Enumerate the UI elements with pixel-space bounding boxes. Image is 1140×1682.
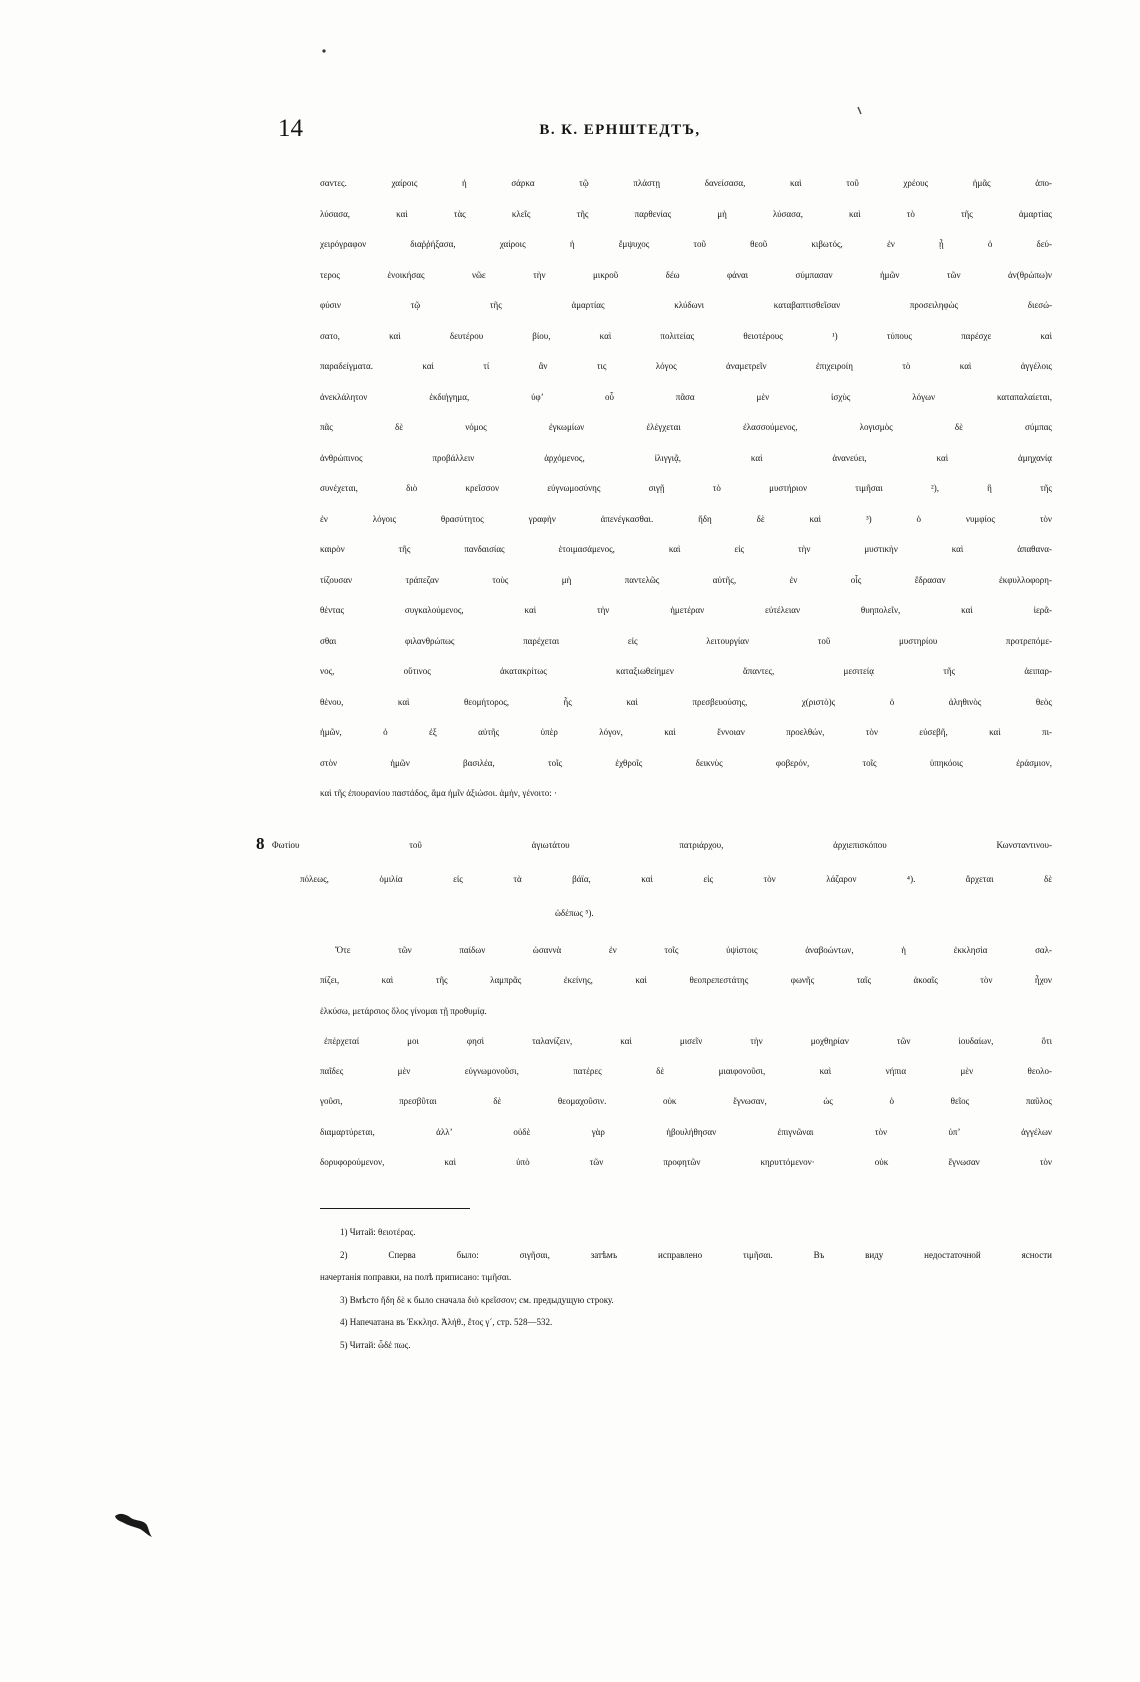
homily-heading xyxy=(272,828,1052,930)
footnote-divider xyxy=(320,1208,470,1209)
body-text-line: καὶ τῆς ἐπουρανίου παστάδος, ἅμα ἡμῖν ἀξιώσοι. ἀμὴν, γένοιτο: · xyxy=(320,788,557,798)
body-text-line: νος, οὕτινος ἀκατακρίτως καταξιωθείημεν ἅπαντες, μεσιτείᾳ τῆς ἀειπαρ- xyxy=(320,666,1052,676)
body-text-line: Ὅτε τῶν παίδων ὡσαννὰ ἐν τοῖς ὑψίστοις ἀναβοώντων, ἡ ἐκκλησία σαλ- xyxy=(335,945,1052,955)
footnote-line: 4) Напечатана въ Ἐκκλησ. Ἀλήθ., ἔτος γ´, стр. 528—532. xyxy=(340,1317,553,1328)
body-text-line: ἀνθρώπινος προβάλλειν ἀρχόμενος, ἰλιγγιᾷ, καὶ ἀνανεύει, καὶ ἀμηχανίᾳ xyxy=(320,452,1052,463)
body-text-line: σθαι φιλανθρώπως παρέχεται εἰς λειτουργίαν τοῦ μυστηρίου προτρεπόμε- xyxy=(320,635,1052,646)
body-text-line: χειρόγραφον διαῤῥήξασα, χαίροις ἡ ἔμψυχος τοῦ θεοῦ κιβωτός, ἐν ᾗ ὁ δεύ- xyxy=(320,239,1052,249)
page-number: 14 xyxy=(278,115,303,142)
body-text-line: θένου, καὶ θεομήτορος, ἧς καὶ πρεσβευούσης, χ(ριστὸ)ς ὁ ἀληθινὸς θεὸς xyxy=(320,696,1052,707)
body-text-line: λύσασα, καὶ τὰς κλεῖς τῆς παρθενίας μὴ λύσασα, καὶ τὸ τῆς ἁμαρτίας xyxy=(320,208,1052,219)
body-section-1 xyxy=(320,168,1052,809)
body-text-line: ἡμῶν, ὁ ἐξ αὐτῆς ὑπὲρ λόγον, καὶ ἔννοιαν προελθών, τὸν εὐσεβῆ, καὶ πι- xyxy=(320,727,1052,737)
body-text-line: τερος ἐνοικήσας νῶε τὴν μικροῦ δέω φάναι σύμπασαν ἡμῶν τῶν ἀν(θρώπω)ν xyxy=(320,269,1052,280)
body-text-line: σαντες. χαίροις ἡ σάρκα τῷ πλάστῃ δανείσασα, καὶ τοῦ χρέους ἡμᾶς ἀπο- xyxy=(320,178,1052,188)
body-text-line: πίζει, καὶ τῆς λαμπρᾶς ἐκείνης, καὶ θεοπρεπεστάτης φωνῆς ταῖς ἀκοαῖς τὸν ἦχον xyxy=(320,975,1052,986)
running-title: В. К. ЕРНШТЕДТЪ, xyxy=(539,122,701,138)
body-text-line: συνέχεται, διὸ κρεῖσσον εὐγνωμοσύνης σιγῇ τὸ μυστήριον τιμῆσαι ²), ἢ τῆς xyxy=(320,483,1052,493)
body-text-line: ἐν λόγοις θρασύτητος γραφὴν ἀπενέγκασθαι. ἤδη δὲ καὶ ³) ὁ νυμφίος τὸν xyxy=(320,513,1052,524)
body-text-line: στὸν ἡμῶν βασιλέα, τοῖς ἐχθροῖς δεικνὺς φοβερόν, τοῖς ὑπηκόοις ἐράσμιον, xyxy=(320,757,1052,768)
body-text-line: καιρὸν τῆς πανδαισίας ἑτοιμασάμενος, καὶ εἰς τὴν μυστικὴν καὶ ἀπαθανα- xyxy=(320,544,1052,554)
body-text-line: ἀνεκλάλητον ἐκδιήγημα, ὑφ’ οὗ πᾶσα μὲν ἰσχὺς λόγων καταπαλαίεται, xyxy=(320,391,1052,402)
body-text-line: ἑλκύσω, μετάρσιος ὅλος γίνομαι τῇ προθυμίᾳ. xyxy=(320,1005,487,1016)
body-text-line: δορυφορούμενον, καὶ ὑπὸ τῶν προφητῶν κηρυττόμενον· οὐκ ἔγνωσαν τὸν xyxy=(320,1157,1052,1168)
footnote-line: начертанія поправки, на полѣ приписано: τιμῆσαι. xyxy=(320,1272,512,1283)
body-text-line: γοῦσι, πρεσβῦται δὲ θεομαχοῦσιν. οὐκ ἔγνωσαν, ὡς ὁ θεῖος παῦλος xyxy=(320,1096,1052,1107)
body-text-line: διαμαρτύρεται, ἀλλ’ οὐδὲ γὰρ ἠβουλήθησαν ἐπιγνῶναι τὸν ὑπ’ ἀγγέλων xyxy=(320,1126,1052,1137)
footnote-line: 1) Читай: θειοτέρας. xyxy=(340,1227,416,1237)
footnotes xyxy=(320,1221,1052,1357)
ink-blot xyxy=(112,1506,156,1540)
heading-line: πόλεως, ὁμιλία εἰς τὰ βάϊα, καὶ εἰς τὸν λάζαρον ⁴). ἄρχεται δὲ xyxy=(300,874,1052,884)
footnote-line: 2) Сперва было: σιγῆσαι, затѣмъ исправлено τιμῆσαι. Въ виду недостаточной ясности xyxy=(340,1249,1052,1260)
footnote-line: 3) Вмѣсто ἤδη δὲ κ было сначала διὸ κρεῖσσον; см. предыдущую строку. xyxy=(340,1294,614,1305)
body-text-line: ἐπέρχεταί μοι φησὶ ταλανίζειν, καὶ μισεῖν τὴν μοχθηρίαν τῶν ἰουδαίων, ὅτι xyxy=(324,1035,1052,1046)
body-text-line: θέντας συγκαλούμενος, καὶ τὴν ἡμετέραν εὐτέλειαν θυηπολεῖν, καὶ ἱερᾶ- xyxy=(320,605,1052,615)
homily-number: 8 xyxy=(256,834,265,853)
scan-speck xyxy=(856,106,864,116)
body-text-line: τίζουσαν τράπεζαν τοὺς μὴ παντελῶς αὐτῆς, ἐν οἷς ἕδρασαν ἐκφυλλοφορη- xyxy=(320,574,1052,585)
footnote-line: 5) Читай: ὧδέ πως. xyxy=(340,1339,411,1350)
body-text-line: πᾶς δὲ νόμος ἐγκωμίων ἐλέγχεται ἐλασσούμενος, λογισμὸς δὲ σύμπας xyxy=(320,422,1052,432)
body-text-line: σατο, καὶ δευτέρου βίου, καὶ πολιτείας θειοτέρους ¹) τύπους παρέσχε καὶ xyxy=(320,330,1052,341)
body-section-2 xyxy=(320,935,1052,1177)
heading-line: Φωτίου τοῦ ἁγιωτάτου πατριάρχου, ἀρχιεπισκόπου Κωνσταντινου- xyxy=(272,840,1052,850)
body-text-line: παῖδες μὲν εὐγνωμονοῦσι, πατέρες δὲ μιαιφονοῦσι, καὶ νήπια μὲν θεολο- xyxy=(320,1066,1052,1077)
body-text-line: φύσιν τῷ τῆς ἁμαρτίας κλύδωνι καταβαπτισθεῖσαν προσειληφὼς διεσώ- xyxy=(320,300,1052,310)
body-text-line: παραδείγματα. καὶ τί ἂν τις λόγος ἀναμετρεῖν ἐπιχειροίη τὸ καὶ ἀγγέλοις xyxy=(320,361,1052,371)
scan-speck xyxy=(321,48,327,54)
heading-line: ὡδέπως ⁵). xyxy=(555,908,594,918)
